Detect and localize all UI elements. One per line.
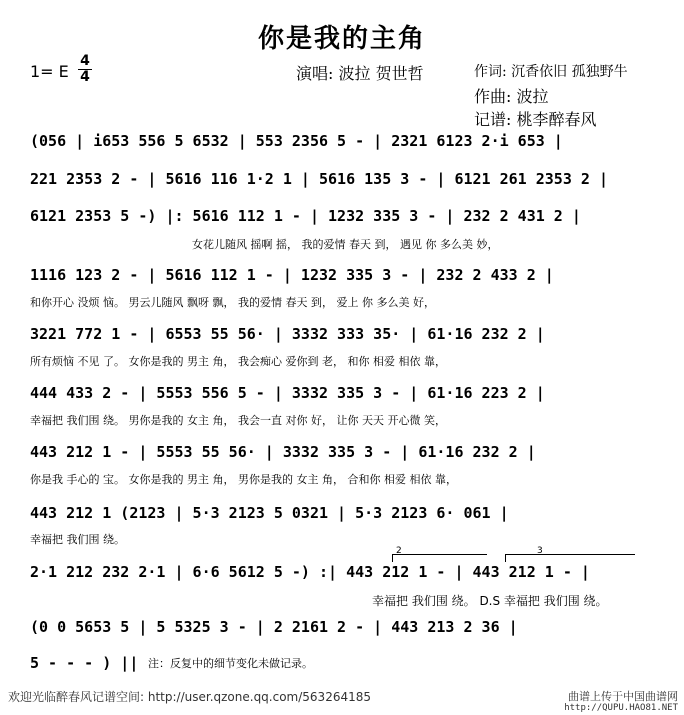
volta-bracket-2 [505,554,635,555]
key-signature: 1= E [30,62,69,81]
score-row-7: 443 212 1 - | 5553 55 56· | 3332 335 3 - | 61·16 232 2 | [30,443,536,461]
score-row-8: 443 212 1 (2123 | 5·3 2123 5 0321 | 5·3 2123 6· 061 | [30,504,509,522]
volta-number-1: 2 [396,546,402,556]
score-row-9: 2·1 212 232 2·1 | 6·6 5612 5 -) :| 443 212 1 - | 443 212 1 - | [30,563,590,581]
notation-remark: 注：反复中的细节变化未做记录。 [148,657,313,670]
lyrics-row-4: 和你开心 没烦 恼。 男云儿随风 飘呀 飘， 我的爱情 春天 到， 爱上 你 多么美 好， [30,296,435,309]
footer-credit: 欢迎光临醉春风记谱空间: http://user.qzone.qq.com/563264185 [8,690,372,704]
lyrics-row-7: 你是我 手心的 宝。 女你是我的 男主 角， 男你是我的 女主 角， 合和你 相爱 相依 靠， [30,473,457,486]
score-row-11: 5 - - - ) || [30,654,139,672]
watermark-site-name: 曲谱上传于中国曲谱网 [568,690,678,703]
song-title: 你是我的主角 [257,24,426,54]
score-row-6: 444 433 2 - | 5553 556 5 - | 3332 335 3 - | 61·16 223 2 | [30,384,545,402]
transcriber-credit: 记谱: 桃李醉春风 [474,110,597,129]
score-row-1: (056 | i653 556 5 6532 | 553 2356 5 - | 2321 6123 2·i 653 | [30,132,563,150]
volta-number-2: 3 [537,546,543,556]
lyrics-row-8: 幸福把 我们围 绕。 [30,533,125,546]
time-signature-top: 4 [80,53,90,69]
volta-bracket-2-tick [505,554,506,562]
volta-bracket-1 [392,554,487,555]
watermark-site-url: http://QUPU.HAO81.NET [564,703,678,713]
lyrics-row-9: 幸福把 我们围 绕。 D.S 幸福把 我们围 绕。 [372,594,608,608]
time-signature [77,54,93,85]
score-row-2: 221 2353 2 - | 5616 116 1·2 1 | 5616 135 3 - | 6121 261 2353 2 | [30,170,608,188]
score-row-4: 1116 123 2 - | 5616 112 1 - | 1232 335 3 - | 232 2 433 2 | [30,266,554,284]
score-row-3: 6121 2353 5 -) |: 5616 112 1 - | 1232 335 3 - | 232 2 431 2 | [30,207,581,225]
singer-credit: 演唱: 波拉 贺世哲 [296,64,424,83]
lyrics-row-3: 女花儿随风 摇啊 摇， 我的爱情 春天 到， 遇见 你 多么美 妙， [192,238,499,251]
score-row-5: 3221 772 1 - | 6553 55 56· | 3332 333 35· | 61·16 232 2 | [30,325,545,343]
volta-bracket-1-tick [392,554,393,562]
lyrics-row-6: 幸福把 我们围 绕。 男你是我的 女主 角， 我会一直 对你 好， 让你 天天 开心微 笑， [30,414,446,427]
score-row-10: (0 0 5653 5 | 5 5325 3 - | 2 2161 2 - | 443 213 2 36 | [30,618,518,636]
lyricist-credit: 作词: 沉香依旧 孤独野牛 [474,64,628,80]
time-signature-bottom: 4 [80,69,90,85]
composer-credit: 作曲: 波拉 [474,87,549,106]
lyrics-row-5: 所有烦恼 不见 了。 女你是我的 男主 角， 我会痴心 爱你到 老， 和你 相爱 相依 靠， [30,355,446,368]
